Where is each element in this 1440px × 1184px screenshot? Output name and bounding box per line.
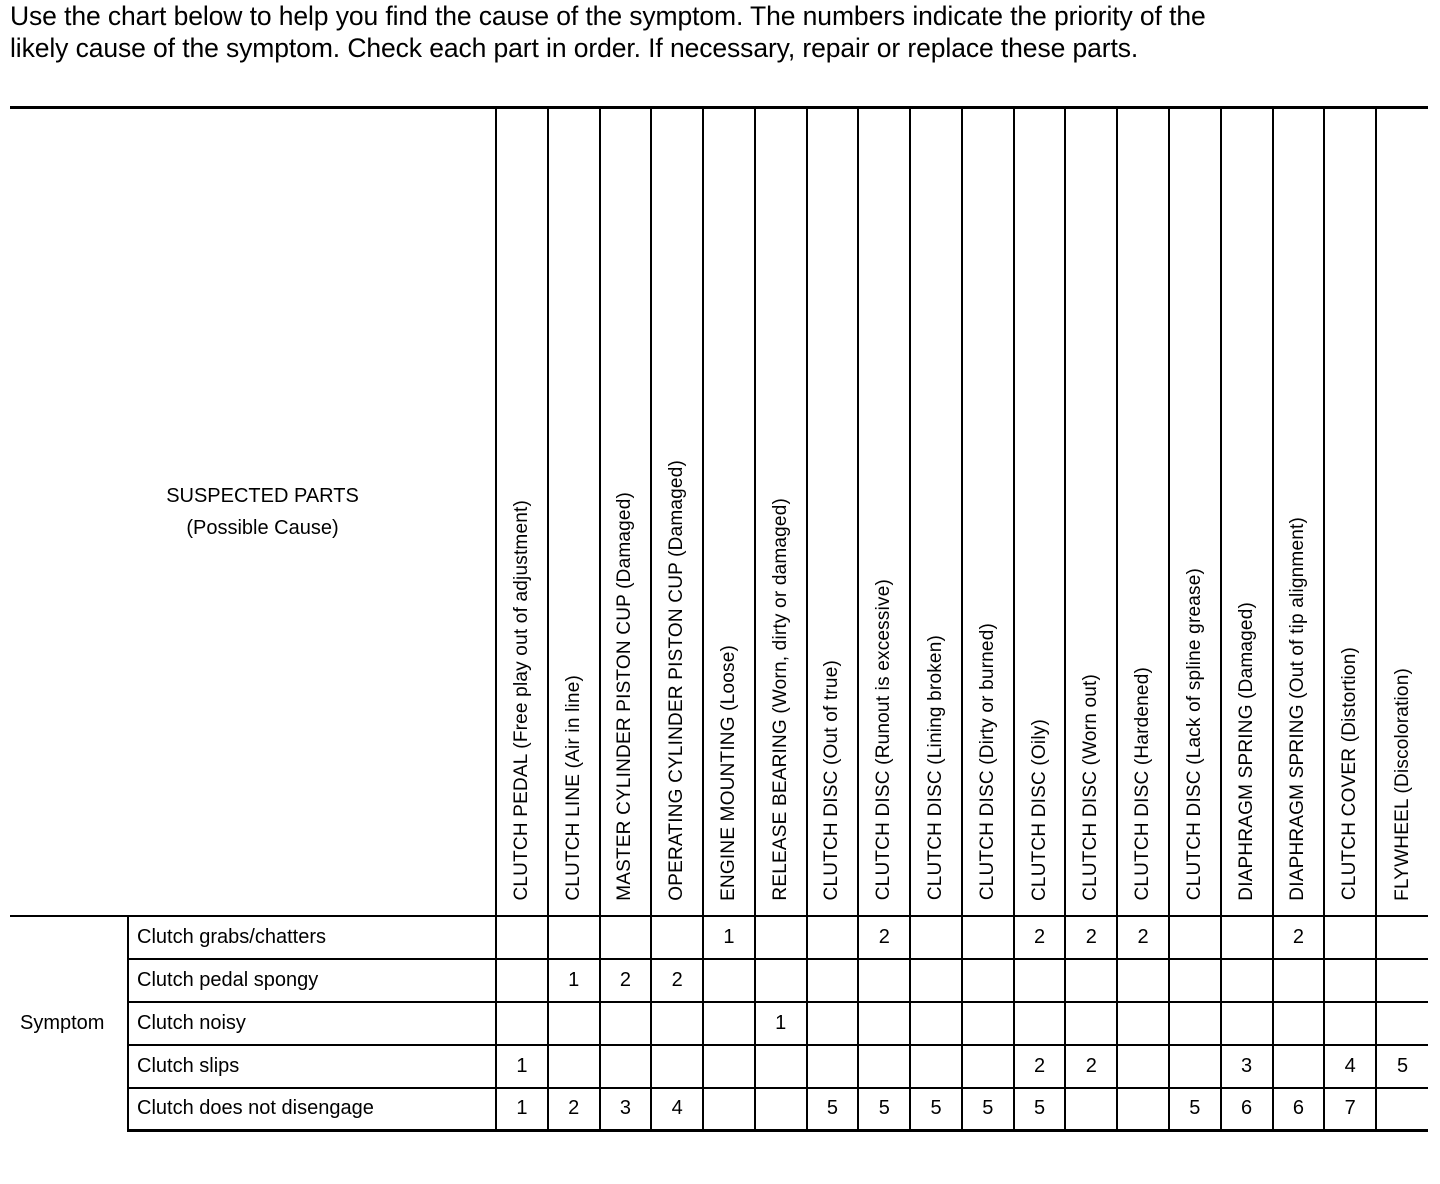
priority-cell bbox=[755, 916, 807, 959]
priority-cell: 4 bbox=[1324, 1045, 1376, 1088]
priority-cell bbox=[858, 1002, 910, 1045]
priority-cell: 3 bbox=[600, 1088, 652, 1131]
intro-text bbox=[10, 0, 1435, 64]
priority-cell: 4 bbox=[651, 1088, 703, 1131]
priority-cell bbox=[962, 1002, 1014, 1045]
priority-cell bbox=[1221, 916, 1273, 959]
suspected-parts-label: SUSPECTED PARTS bbox=[166, 484, 359, 507]
priority-cell: 6 bbox=[1221, 1088, 1273, 1131]
priority-cell bbox=[1117, 959, 1169, 1002]
priority-cell bbox=[858, 1045, 910, 1088]
priority-cell bbox=[548, 1002, 600, 1045]
part-column-header bbox=[1169, 108, 1221, 916]
symptom-name: Clutch does not disengage bbox=[128, 1088, 496, 1131]
priority-cell bbox=[755, 1088, 807, 1131]
priority-cell: 1 bbox=[496, 1088, 548, 1131]
priority-cell: 7 bbox=[1324, 1088, 1376, 1131]
part-label: RELEASE BEARING (Worn, dirty or damaged) bbox=[769, 497, 791, 901]
part-label: CLUTCH DISC (Out of true) bbox=[821, 660, 843, 901]
part-column-header bbox=[548, 108, 600, 916]
priority-cell bbox=[1169, 916, 1221, 959]
priority-cell bbox=[1376, 959, 1428, 1002]
priority-cell bbox=[651, 1045, 703, 1088]
priority-cell: 5 bbox=[1169, 1088, 1221, 1131]
priority-cell bbox=[1117, 1002, 1169, 1045]
priority-cell bbox=[1376, 1002, 1428, 1045]
priority-cell bbox=[1273, 1045, 1325, 1088]
priority-cell bbox=[858, 959, 910, 1002]
priority-cell bbox=[962, 1045, 1014, 1088]
part-column-header bbox=[910, 108, 962, 916]
symptom-name: Clutch grabs/chatters bbox=[128, 916, 496, 959]
priority-cell: 2 bbox=[600, 959, 652, 1002]
suspected-parts-header bbox=[10, 108, 496, 916]
part-label: DIAPHRAGM SPRING (Out of tip alignment) bbox=[1287, 516, 1309, 901]
priority-cell bbox=[496, 1002, 548, 1045]
priority-cell bbox=[548, 1045, 600, 1088]
symptom-row bbox=[10, 1088, 1428, 1131]
priority-cell bbox=[1169, 1045, 1221, 1088]
priority-cell bbox=[703, 1088, 755, 1131]
priority-cell: 2 bbox=[1065, 916, 1117, 959]
part-label: CLUTCH DISC (Runout is excessive) bbox=[873, 579, 895, 901]
symptom-name: Clutch slips bbox=[128, 1045, 496, 1088]
part-label: CLUTCH LINE (Air in line) bbox=[562, 674, 584, 901]
priority-cell bbox=[600, 1002, 652, 1045]
priority-cell: 2 bbox=[651, 959, 703, 1002]
priority-cell bbox=[1065, 1002, 1117, 1045]
priority-cell bbox=[496, 959, 548, 1002]
priority-cell: 5 bbox=[807, 1088, 859, 1131]
chart-body bbox=[10, 916, 1428, 1131]
priority-cell: 2 bbox=[858, 916, 910, 959]
priority-cell: 2 bbox=[1014, 916, 1066, 959]
priority-cell bbox=[1324, 916, 1376, 959]
priority-cell bbox=[910, 1002, 962, 1045]
priority-cell bbox=[910, 1045, 962, 1088]
troubleshooting-chart bbox=[10, 106, 1428, 1132]
priority-cell bbox=[600, 1045, 652, 1088]
priority-cell bbox=[1324, 959, 1376, 1002]
priority-cell bbox=[910, 916, 962, 959]
symptom-name: Clutch pedal spongy bbox=[128, 959, 496, 1002]
priority-cell bbox=[1117, 1045, 1169, 1088]
part-label: CLUTCH DISC (Lack of spline grease) bbox=[1183, 568, 1205, 901]
part-column-header bbox=[496, 108, 548, 916]
priority-cell bbox=[962, 959, 1014, 1002]
part-label: FLYWHEEL (Discoloration) bbox=[1391, 667, 1413, 901]
priority-cell bbox=[962, 916, 1014, 959]
priority-cell bbox=[755, 959, 807, 1002]
priority-cell: 1 bbox=[703, 916, 755, 959]
priority-cell: 5 bbox=[858, 1088, 910, 1131]
symptom-row bbox=[10, 1045, 1428, 1088]
part-column-header bbox=[807, 108, 859, 916]
part-column-header bbox=[1065, 108, 1117, 916]
part-column-header bbox=[1273, 108, 1325, 916]
symptom-row bbox=[10, 916, 1428, 959]
priority-cell: 1 bbox=[755, 1002, 807, 1045]
priority-cell bbox=[1273, 959, 1325, 1002]
priority-cell bbox=[1065, 1088, 1117, 1131]
part-label: DIAPHRAGM SPRING (Damaged) bbox=[1235, 601, 1257, 901]
priority-cell: 6 bbox=[1273, 1088, 1325, 1131]
priority-cell: 5 bbox=[910, 1088, 962, 1131]
header-row bbox=[10, 108, 1428, 916]
priority-cell bbox=[755, 1045, 807, 1088]
part-label: CLUTCH DISC (Worn out) bbox=[1080, 673, 1102, 901]
priority-cell bbox=[807, 959, 859, 1002]
part-label: ENGINE MOUNTING (Loose) bbox=[717, 644, 739, 901]
priority-cell: 5 bbox=[1014, 1088, 1066, 1131]
part-label: CLUTCH DISC (Hardened) bbox=[1132, 666, 1154, 901]
part-label: CLUTCH COVER (Distortion) bbox=[1339, 647, 1361, 901]
priority-cell: 2 bbox=[548, 1088, 600, 1131]
priority-cell bbox=[1169, 1002, 1221, 1045]
priority-cell bbox=[910, 959, 962, 1002]
priority-cell bbox=[1376, 916, 1428, 959]
priority-cell bbox=[807, 1002, 859, 1045]
symptom-row bbox=[10, 1002, 1428, 1045]
part-column-header bbox=[1376, 108, 1428, 916]
part-column-header bbox=[651, 108, 703, 916]
part-column-header bbox=[1117, 108, 1169, 916]
part-label: OPERATING CYLINDER PISTON CUP (Damaged) bbox=[666, 459, 688, 901]
part-column-header bbox=[1014, 108, 1066, 916]
priority-cell bbox=[807, 916, 859, 959]
priority-cell bbox=[651, 1002, 703, 1045]
priority-cell bbox=[1169, 959, 1221, 1002]
priority-cell: 2 bbox=[1117, 916, 1169, 959]
part-label: CLUTCH DISC (Dirty or burned) bbox=[976, 623, 998, 901]
priority-cell: 2 bbox=[1065, 1045, 1117, 1088]
part-label: CLUTCH DISC (Oily) bbox=[1028, 718, 1050, 901]
priority-cell bbox=[807, 1045, 859, 1088]
part-column-header bbox=[600, 108, 652, 916]
intro-line-1: Use the chart below to help you find the cause of the symptom. The numbers indicate the priority of the bbox=[10, 1, 1206, 31]
symptom-group-label: Symptom bbox=[10, 916, 128, 1131]
priority-cell bbox=[1221, 1002, 1273, 1045]
symptom-name: Clutch noisy bbox=[128, 1002, 496, 1045]
priority-cell bbox=[1273, 1002, 1325, 1045]
priority-cell: 3 bbox=[1221, 1045, 1273, 1088]
part-label: CLUTCH DISC (Lining broken) bbox=[925, 635, 947, 901]
part-column-header bbox=[1221, 108, 1273, 916]
priority-cell: 2 bbox=[1014, 1045, 1066, 1088]
priority-cell bbox=[651, 916, 703, 959]
part-label: MASTER CYLINDER PISTON CUP (Damaged) bbox=[614, 491, 636, 901]
priority-cell bbox=[1324, 1002, 1376, 1045]
priority-cell bbox=[1117, 1088, 1169, 1131]
intro-line-2: likely cause of the symptom. Check each part in order. If necessary, repair or replace these parts. bbox=[10, 33, 1139, 63]
priority-cell bbox=[703, 1002, 755, 1045]
priority-cell bbox=[600, 916, 652, 959]
priority-cell bbox=[703, 1045, 755, 1088]
priority-cell bbox=[1014, 1002, 1066, 1045]
part-column-header bbox=[1324, 108, 1376, 916]
priority-cell bbox=[548, 916, 600, 959]
priority-cell bbox=[496, 916, 548, 959]
part-column-header bbox=[755, 108, 807, 916]
priority-cell: 5 bbox=[962, 1088, 1014, 1131]
possible-cause-label: (Possible Cause) bbox=[186, 516, 339, 539]
part-column-header bbox=[703, 108, 755, 916]
symptom-row bbox=[10, 959, 1428, 1002]
priority-cell bbox=[1014, 959, 1066, 1002]
part-label: CLUTCH PEDAL (Free play out of adjustment) bbox=[510, 499, 532, 901]
priority-cell bbox=[703, 959, 755, 1002]
priority-cell bbox=[1221, 959, 1273, 1002]
part-column-header bbox=[962, 108, 1014, 916]
priority-cell bbox=[1065, 959, 1117, 1002]
priority-cell: 2 bbox=[1273, 916, 1325, 959]
part-column-header bbox=[858, 108, 910, 916]
priority-cell: 1 bbox=[548, 959, 600, 1002]
priority-cell: 1 bbox=[496, 1045, 548, 1088]
priority-cell bbox=[1376, 1088, 1428, 1131]
priority-cell: 5 bbox=[1376, 1045, 1428, 1088]
